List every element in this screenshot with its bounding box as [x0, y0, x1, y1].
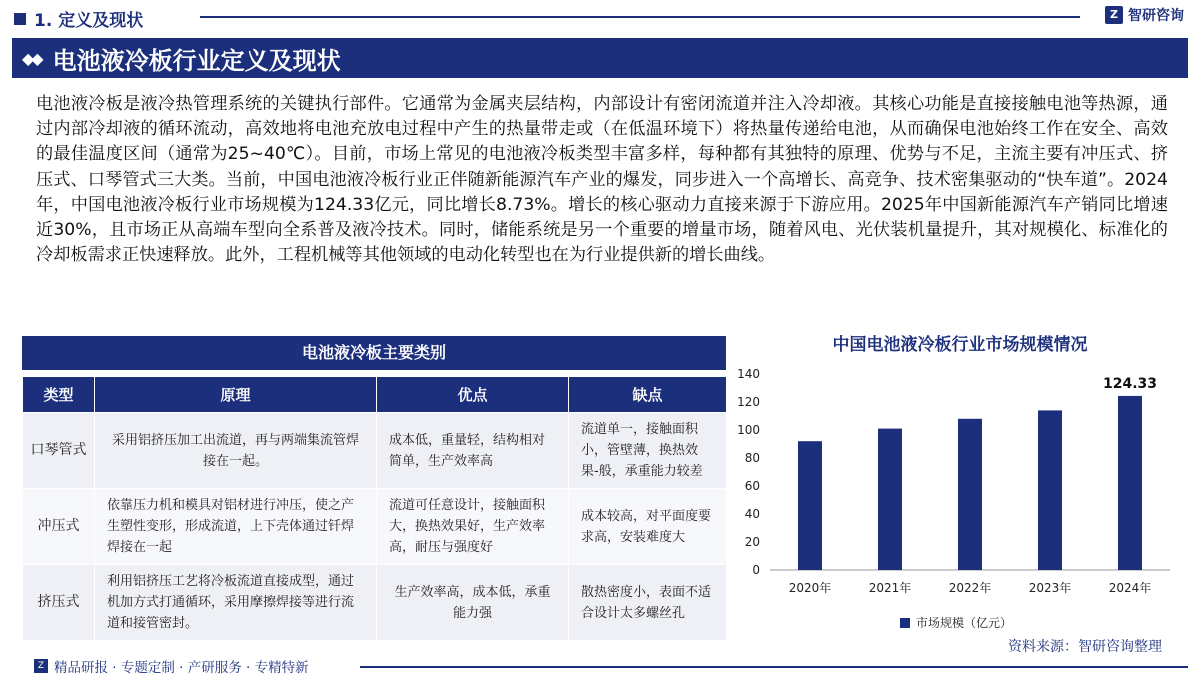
- types-table-section: [22, 336, 726, 641]
- source-note: 资料来源：智研咨询整理: [1008, 639, 1162, 655]
- title-bar: [12, 38, 1188, 78]
- x-tick-label: 2024年: [1108, 581, 1152, 595]
- bar: [878, 429, 902, 570]
- brand: [1105, 5, 1184, 25]
- chart-title: 中国电池液冷板行业市场规模情况: [832, 335, 1088, 355]
- bar: [798, 441, 822, 570]
- table-row: [23, 413, 727, 489]
- intro-paragraph: 电池液冷板是液冷热管理系统的关键执行部件。它通常为金属夹层结构，内部设计有密闭流道并注入冷却液。其核心功能是直接接触电池等热源，通过内部冷却液的循环流动，高效地将电池充放电过程中产生的热量带走或（在低温环境下）将热量传递给电池，从而确保电池始终工作在安全、高效的最佳温度区间（通常为25~40℃）。目前，市场上常见的电池液冷板类型丰富多样，每种都有其独特的原理、优势与不足，主流主要有冲压式、挤压式、口琴管式三大类。当前，中国电池液冷板行业正伴随新能源汽车产业的爆发，同步进入一个高增长、高竞争、技术密集驱动的“快车道”。2024年，中国电池液冷板行业市场规模为124.33亿元，同比增长8.73%。增长的核心驱动力直接来源于下游应用。2025年中国新能源汽车产销同比增速近30%，且市场正从高端车型向全系普及液冷技术。同时，储能系统是另一个重要的增量市场，随着风电、光伏装机量提升，其对规模化、标准化的冷却板需求正快速释放。此外，工程机械等其他领域的电动化转型也在为行业提供新的增长曲线。: [36, 94, 1168, 266]
- y-tick-label: 20: [744, 535, 760, 549]
- footer: [0, 655, 1200, 677]
- type-cell: 口琴管式: [23, 413, 95, 489]
- diamond-bullets-icon: ◆◆: [22, 48, 41, 68]
- legend-label: 市场规模（亿元）: [916, 616, 1013, 630]
- table-row: [23, 565, 727, 641]
- legend-swatch: [900, 618, 910, 628]
- y-tick-label: 40: [744, 507, 760, 521]
- header-pros: 优点: [377, 377, 569, 413]
- table-row: [23, 489, 727, 565]
- bar: [1038, 410, 1062, 570]
- cons-cell: 散热密度小，表面不适合设计太多螺丝孔: [569, 565, 727, 641]
- section-label-text: 1. 定义及现状: [34, 11, 144, 31]
- top-strip: [0, 0, 1200, 30]
- header-divider: [200, 16, 1080, 18]
- footer-text: [34, 656, 309, 676]
- y-tick-label: 60: [744, 479, 760, 493]
- x-tick-label: 2022年: [948, 581, 992, 595]
- market-size-chart: [730, 330, 1190, 630]
- data-label: 124.33: [1102, 375, 1158, 392]
- x-tick-label: 2023年: [1028, 581, 1072, 595]
- page-title: 电池液冷板行业定义及现状: [52, 46, 341, 75]
- cons-cell: 成本较高，对平面度要求高，安装难度大: [569, 489, 727, 565]
- brand-name: 智研咨询: [1128, 8, 1184, 24]
- x-tick-label: 2020年: [788, 581, 832, 595]
- pros-cell: 生产效率高，成本低，承重能力强: [377, 565, 569, 641]
- header-type: 类型: [23, 377, 95, 413]
- zhiyan-logo-icon: Z: [34, 659, 48, 673]
- zhiyan-logo-icon: Z: [1105, 6, 1123, 24]
- bar: [1118, 396, 1142, 570]
- pros-cell: 成本低，重量轻，结构相对简单，生产效率高: [377, 413, 569, 489]
- section-label: [14, 6, 143, 31]
- principle-cell: 利用铝挤压工艺将冷板流道直接成型，通过机加方式打通循环，采用摩擦焊接等进行流道和接管密封。: [95, 565, 377, 641]
- table-header-row: [23, 377, 727, 413]
- bar: [958, 419, 982, 570]
- cons-cell: 流道单一，接触面积小，管壁薄，换热效果-般，承重能力较差: [569, 413, 727, 489]
- header-principle: 原理: [95, 377, 377, 413]
- y-tick-label: 140: [737, 367, 760, 381]
- y-tick-label: 100: [737, 423, 760, 437]
- header-cons: 缺点: [569, 377, 727, 413]
- footer-slogan: 精品研报 · 专题定制 · 产研服务 · 专精特新: [54, 660, 309, 676]
- y-tick-label: 80: [744, 451, 760, 465]
- chart-legend: [900, 614, 1012, 631]
- types-table: [22, 376, 727, 641]
- footer-divider: [360, 666, 1188, 668]
- x-tick-label: 2021年: [868, 581, 912, 595]
- square-bullet-icon: [14, 13, 26, 25]
- type-cell: 挤压式: [23, 565, 95, 641]
- principle-cell: 依靠压力机和模具对铝材进行冲压，使之产生塑性变形，形成流道，上下壳体通过钎焊焊接在一起: [95, 489, 377, 565]
- pros-cell: 流道可任意设计，接触面积大，换热效果好，生产效率高，耐压与强度好: [377, 489, 569, 565]
- chart-canvas: [730, 360, 1190, 610]
- table-title: 电池液冷板主要类别: [22, 336, 726, 370]
- y-tick-label: 0: [752, 563, 760, 577]
- y-tick-label: 120: [737, 395, 760, 409]
- type-cell: 冲压式: [23, 489, 95, 565]
- principle-cell: 采用铝挤压加工出流道，再与两端集流管焊接在一起。: [95, 413, 377, 489]
